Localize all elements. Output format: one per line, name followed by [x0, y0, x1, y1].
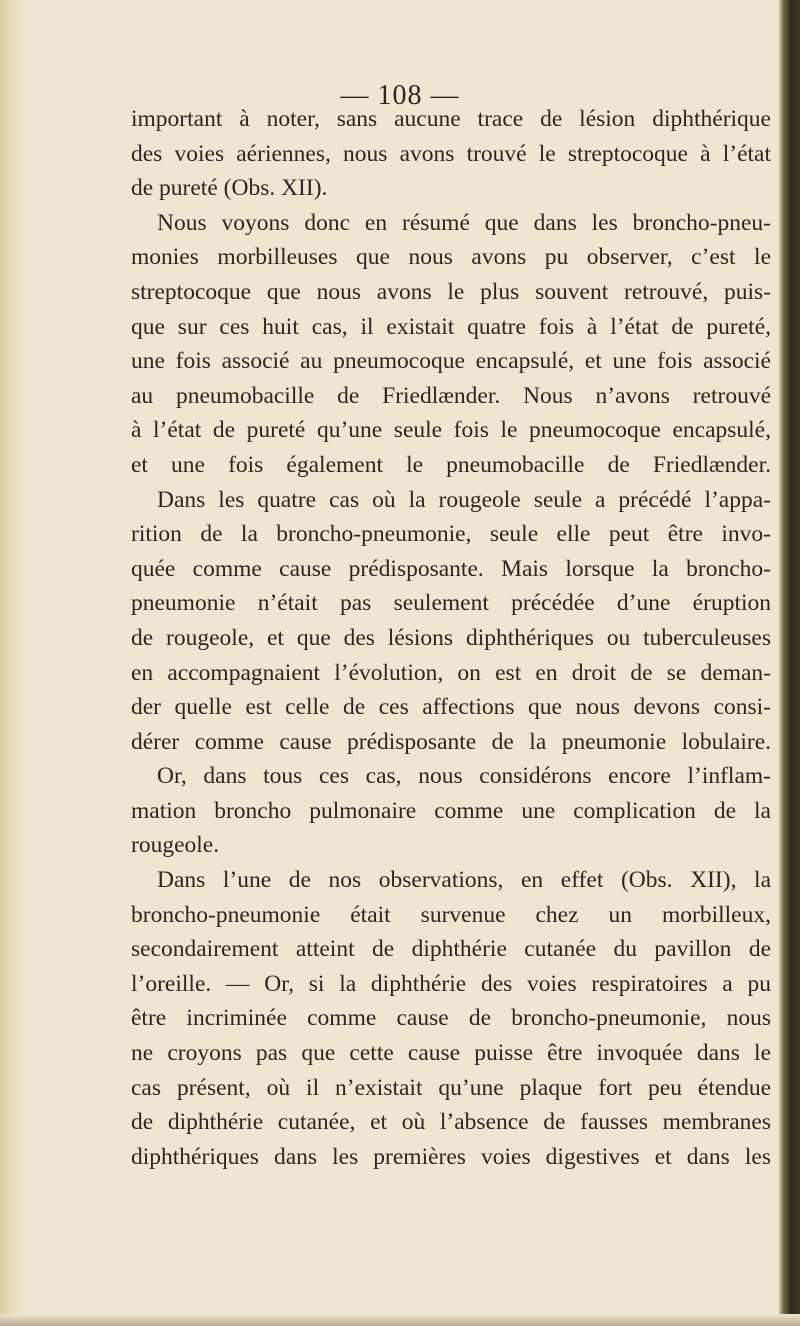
text-line: l’oreille. — Or, si la diphthérie des voies respiratoires a pu — [131, 970, 771, 997]
text-line: Nous voyons donc en résumé que dans les broncho-pneu- — [157, 209, 771, 236]
text-line: être incriminée comme cause de broncho-pneumonie, nous — [131, 1005, 771, 1032]
text-line: des voies aériennes, nous avons trouvé le streptocoque à l’état — [131, 140, 771, 167]
text-line: et une fois également le pneumobacille de Friedlænder. — [131, 451, 771, 478]
text-line: Dans l’une de nos observations, en effet (Obs. XII), la — [157, 867, 771, 894]
text-line: monies morbilleuses que nous avons pu observer, c’est le — [131, 244, 771, 271]
text-line: une fois associé au pneumocoque encapsulé, et une fois associé — [131, 348, 771, 375]
text-line: au pneumobacille de Friedlænder. Nous n’avons retrouvé — [131, 382, 771, 409]
text-line: important à noter, sans aucune trace de lésion diphthérique — [131, 106, 771, 132]
page-number: — 108 — — [340, 80, 460, 111]
page-left-edge — [0, 0, 26, 1326]
text-line: à l’état de pureté qu’une seule fois le pneumocoque encapsulé, — [131, 417, 771, 444]
text-line: pneumonie n’était pas seulement précédée d’une éruption — [131, 590, 771, 617]
body-text — [131, 102, 771, 1174]
text-line: en accompagnaient l’évolution, on est en droit de se deman- — [131, 659, 771, 686]
page-right-edge — [778, 0, 800, 1326]
text-line: de pureté (Obs. XII). — [131, 175, 328, 202]
text-line: rougeole. — [131, 832, 220, 859]
text-line: de diphthérie cutanée, et où l’absence de fausses membranes — [131, 1109, 771, 1136]
text-line: Dans les quatre cas où la rougeole seule a précédé l’appa- — [157, 486, 771, 513]
text-line: streptocoque que nous avons le plus souvent retrouvé, puis- — [131, 278, 771, 305]
text-line: Or, dans tous ces cas, nous considérons encore l’inflam- — [157, 763, 771, 790]
text-line: quée comme cause prédisposante. Mais lorsque la broncho- — [131, 555, 771, 582]
text-line: de rougeole, et que des lésions diphthériques ou tuberculeuses — [131, 624, 771, 651]
text-line: secondairement atteint de diphthérie cutanée du pavillon de — [131, 936, 771, 963]
text-line: que sur ces huit cas, il existait quatre fois à l’état de pureté, — [131, 313, 771, 340]
text-line: rition de la broncho-pneumonie, seule elle peut être invo- — [131, 521, 771, 548]
text-line: diphthériques dans les premières voies digestives et dans les — [131, 1143, 771, 1170]
text-line: der quelle est celle de ces affections que nous devons consi- — [131, 694, 771, 721]
text-line: dérer comme cause prédisposante de la pneumonie lobulaire. — [131, 728, 771, 755]
text-line: broncho-pneumonie était survenue chez un morbilleux, — [131, 901, 771, 928]
text-line: cas présent, où il n’existait qu’une plaque fort peu étendue — [131, 1074, 771, 1101]
text-line: ne croyons pas que cette cause puisse être invoquée dans le — [131, 1040, 771, 1067]
text-line: mation broncho pulmonaire comme une complication de la — [131, 797, 771, 824]
page-bottom-edge — [0, 1314, 800, 1326]
